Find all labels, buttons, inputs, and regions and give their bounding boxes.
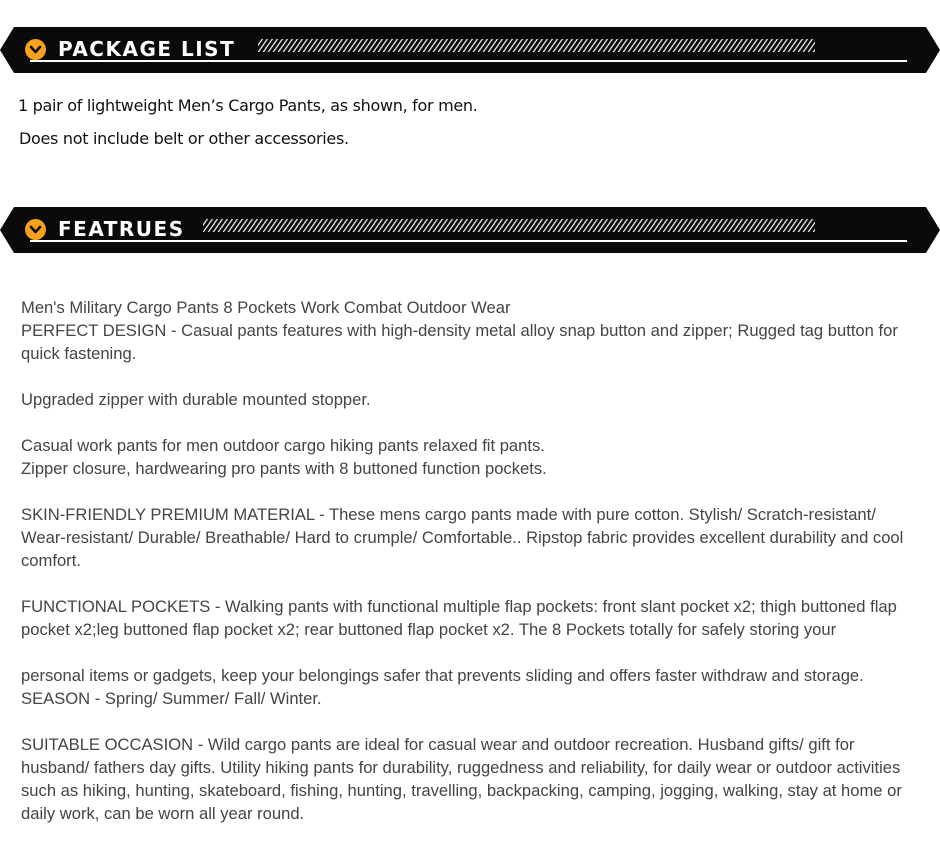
text-line: PERFECT DESIGN - Casual pants features with high-density metal alloy snap button and zipper; Rugged tag button for	[21, 321, 898, 340]
package-list-banner	[0, 27, 940, 73]
package-list-title: PACKAGE LIST	[58, 37, 236, 61]
text-line: comfort.	[21, 551, 81, 570]
text-line: SEASON - Spring/ Summer/ Fall/ Winter.	[21, 689, 322, 708]
text-line: personal items or gadgets, keep your belongings safer that prevents sliding and offers faster withdraw and storage.	[21, 666, 864, 685]
features-title: FEATRUES	[58, 217, 185, 241]
text-line: quick fastening.	[21, 344, 137, 363]
features-banner	[0, 207, 940, 253]
text-line: Zipper closure, hardwearing pro pants with 8 buttoned function pockets.	[21, 459, 547, 478]
text-line: SUITABLE OCCASION - Wild cargo pants are ideal for casual wear and outdoor recreation. Husband gifts/ gift for	[21, 735, 855, 754]
chevron-down-icon	[25, 39, 46, 60]
text-line: Casual work pants for men outdoor cargo hiking pants relaxed fit pants.	[21, 436, 545, 455]
paragraph-season	[21, 664, 921, 710]
paragraph-zipper	[21, 388, 921, 411]
text-line: FUNCTIONAL POCKETS - Walking pants with functional multiple flap pockets: front slant pocket x2; thigh buttoned flap	[21, 597, 897, 616]
text-line: SKIN-FRIENDLY PREMIUM MATERIAL - These mens cargo pants made with pure cotton. Stylish/ Scratch-resistant/	[21, 505, 876, 524]
package-note-text: Does not include belt or other accessories.	[19, 129, 349, 148]
chevron-down-icon	[25, 219, 46, 240]
text-line: Upgraded zipper with durable mounted stopper.	[21, 390, 371, 409]
paragraph-pockets	[21, 595, 921, 641]
paragraph-material	[21, 503, 921, 572]
paragraph-casual	[21, 434, 921, 480]
text-line: pocket x2;leg buttoned flap pocket x2; rear buttoned flap pocket x2. The 8 Pockets totally for safely storing your	[21, 620, 837, 639]
text-line: daily work, can be worn all year round.	[21, 804, 305, 823]
text-line: such as hiking, hunting, skateboard, fishing, hunting, travelling, backpacking, camping, jogging, walking, stay at home or	[21, 781, 902, 800]
text-line: Wear-resistant/ Durable/ Breathable/ Hard to crumple/ Comfortable.. Ripstop fabric provides excellent durability and cool	[21, 528, 904, 547]
package-item-text: 1 pair of lightweight Men’s Cargo Pants, as shown, for men.	[18, 96, 478, 115]
text-line: Men's Military Cargo Pants 8 Pockets Work Combat Outdoor Wear	[21, 298, 511, 317]
text-line: husband/ fathers day gifts. Utility hiking pants for durability, ruggedness and reliability, for daily wear or outdoor activities	[21, 758, 901, 777]
paragraph-intro	[21, 296, 921, 365]
paragraph-occasion	[21, 733, 921, 825]
features-description	[21, 296, 921, 848]
